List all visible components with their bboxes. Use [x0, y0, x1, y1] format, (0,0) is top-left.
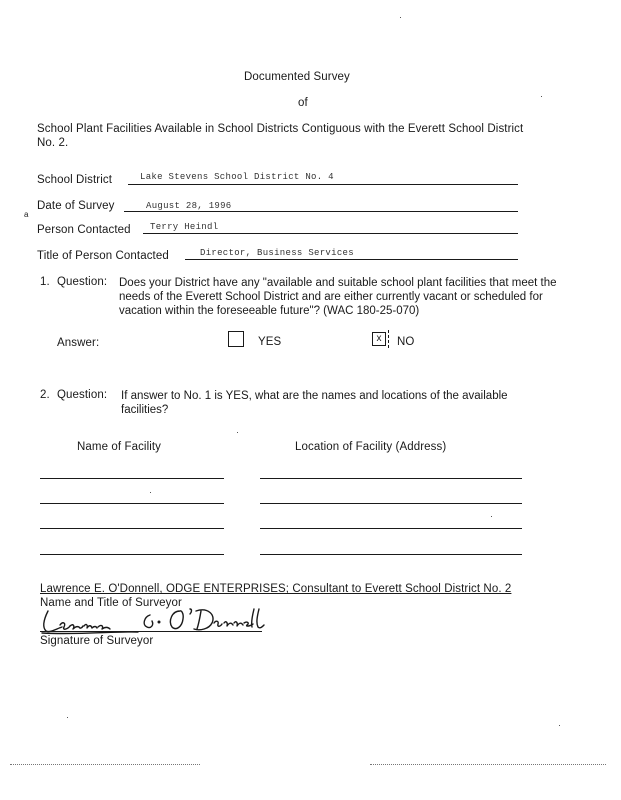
person-contacted-value: Terry Heindl	[150, 222, 219, 232]
q2-label: Question:	[57, 389, 108, 401]
document-title-of: of	[298, 97, 308, 109]
scan-speck	[400, 17, 401, 18]
date-of-survey-line	[124, 211, 518, 212]
school-district-value: Lake Stevens School District No. 4	[140, 172, 334, 182]
q2-number: 2.	[40, 389, 50, 401]
facility-name-line-1	[40, 478, 224, 479]
surveyor-name-title: Lawrence E. O'Donnell, ODGE ENTERPRISES; Consultant to Everett School District No. 2	[40, 583, 512, 595]
facility-name-line-2	[40, 503, 224, 504]
no-checkbox[interactable]	[372, 332, 386, 346]
person-contacted-label: Person Contacted	[37, 224, 131, 236]
facility-name-line-4	[40, 554, 224, 555]
col-name-header: Name of Facility	[77, 441, 162, 453]
person-contacted-line	[143, 233, 518, 234]
margin-mark: a	[24, 210, 29, 219]
answer-label: Answer:	[57, 337, 100, 349]
document-title: Documented Survey	[244, 71, 350, 83]
scan-edge-artifact-right	[370, 764, 606, 765]
scan-speck	[491, 516, 492, 517]
signature-line	[40, 631, 262, 632]
no-box-border-mark	[388, 330, 390, 348]
surveyor-name-title-label: Name and Title of Surveyor	[40, 597, 182, 609]
yes-checkbox[interactable]	[228, 331, 244, 347]
q1-text: Does your District have any "available and suitable school plant facilities that meet the needs of the Everett School District and are either currently vacant or scheduled for vacation within the foreseeable future"? (WAC 180-25-070)	[119, 277, 557, 317]
facility-location-line-2	[260, 503, 522, 504]
scan-speck	[237, 432, 238, 433]
no-label: NO	[397, 336, 415, 348]
title-of-person-label: Title of Person Contacted	[37, 250, 169, 262]
date-of-survey-label: Date of Survey	[37, 200, 115, 212]
scan-speck	[559, 725, 560, 726]
scan-speck	[541, 96, 542, 97]
col-location-header: Location of Facility (Address)	[295, 441, 447, 453]
scan-speck	[67, 717, 68, 718]
facility-location-line-1	[260, 478, 522, 479]
facility-name-line-3	[40, 528, 224, 529]
q1-number: 1.	[40, 276, 50, 288]
yes-label: YES	[258, 336, 282, 348]
scan-edge-artifact-left	[10, 764, 200, 765]
facility-location-line-3	[260, 528, 522, 529]
signature-label: Signature of Surveyor	[40, 635, 154, 647]
check-x-icon: x	[376, 333, 382, 344]
date-of-survey-value: August 28, 1996	[146, 201, 232, 211]
document-subtitle-cont: No. 2.	[37, 137, 69, 149]
document-subtitle: School Plant Facilities Available in School Districts Contiguous with the Everett School District	[37, 123, 524, 135]
q1-label: Question:	[57, 276, 108, 288]
title-of-person-value: Director, Business Services	[200, 248, 354, 258]
scan-speck	[150, 492, 151, 493]
surveyor-signature	[38, 605, 268, 639]
school-district-label: School District	[37, 174, 112, 186]
q2-text: If answer to No. 1 is YES, what are the names and locations of the available facilities?	[121, 390, 508, 416]
title-of-person-line	[185, 259, 518, 260]
facility-location-line-4	[260, 554, 522, 555]
school-district-line	[128, 184, 518, 185]
